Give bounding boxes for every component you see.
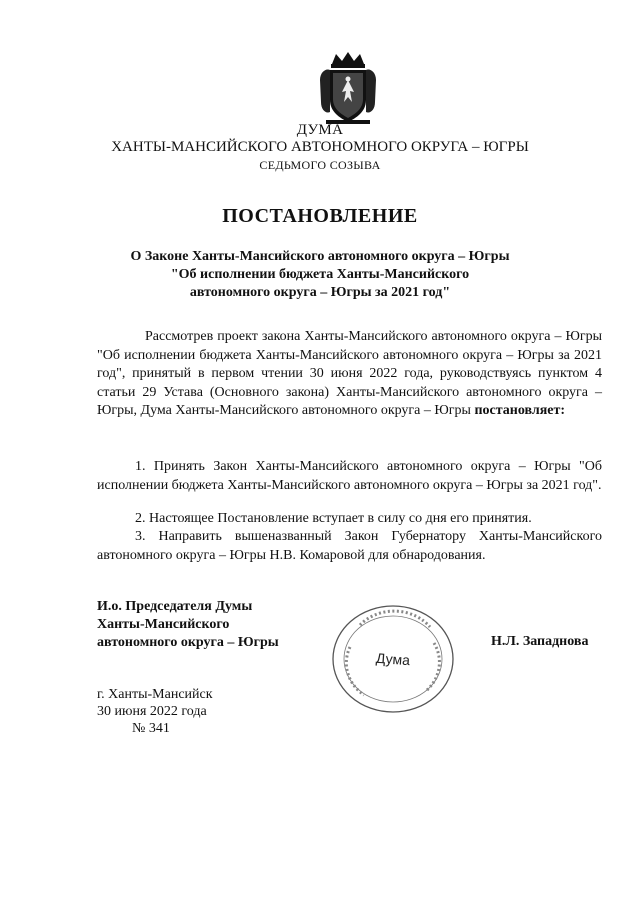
resolution-item-1: 1. Принять Закон Ханты-Мансийского автономного округа – Югры "Об исполнении бюджета Ханты-Мансийского автономного округа – Югры за 2021 год". [97, 459, 602, 493]
signatory-title [97, 598, 317, 652]
document-subject [120, 248, 520, 302]
signatory-name: Н.Л. Западнова [491, 634, 589, 649]
org-full-name: ХАНТЫ-МАНСИЙСКОГО АВТОНОМНОГО ОКРУГА – ЮГРЫ [111, 139, 529, 155]
coat-of-arms-emblem-icon [318, 50, 378, 126]
org-title: ДУМА [296, 122, 344, 138]
signatory-title-line: И.о. Председателя Думы [97, 599, 253, 614]
official-seal-stamp-icon [330, 603, 456, 715]
subject-line: "Об исполнении бюджета Ханты-Мансийского [170, 267, 470, 282]
resolution-item-3: 3. Направить вышеназванный Закон Губернатору Ханты-Мансийского автономного округа – Югры Н.В. Комаровой для обнародования. [97, 529, 602, 563]
document-type: ПОСТАНОВЛЕНИЕ [222, 205, 418, 227]
document-issue-block [97, 686, 213, 737]
stamp-label: Дума [375, 649, 411, 669]
convocation: СЕДЬМОГО СОЗЫВА [259, 158, 381, 172]
intro-paragraph [97, 328, 602, 421]
resolution-item-2: 2. Настоящее Постановление вступает в силу со дня его принятия. [135, 511, 532, 526]
resolves-keyword: постановляет: [474, 403, 566, 418]
issue-city: г. Ханты-Мансийск [97, 687, 213, 702]
document-number: № 341 [132, 721, 170, 736]
issue-date: 30 июня 2022 года [97, 704, 207, 719]
signatory-title-line: автономного округа – Югры [97, 635, 279, 650]
subject-line: О Законе Ханты-Мансийского автономного округа – Югры [130, 249, 510, 264]
intro-text: Рассмотрев проект закона Ханты-Мансийского автономного округа – Югры "Об исполнении бюджета Ханты-Мансийского автономного округа – Югры за 2021 год", принятый в первом чтении 30 июня 2022 года, руководствуясь пунктом 4 статьи 29 Устава (Основного закона) Ханты-Мансийского автономного округа – Югры, Дума Ханты-Мансийского автономного округа – Югры [97, 329, 602, 418]
subject-line: автономного округа – Югры за 2021 год" [189, 285, 451, 300]
signatory-title-line: Ханты-Мансийского [97, 617, 230, 632]
